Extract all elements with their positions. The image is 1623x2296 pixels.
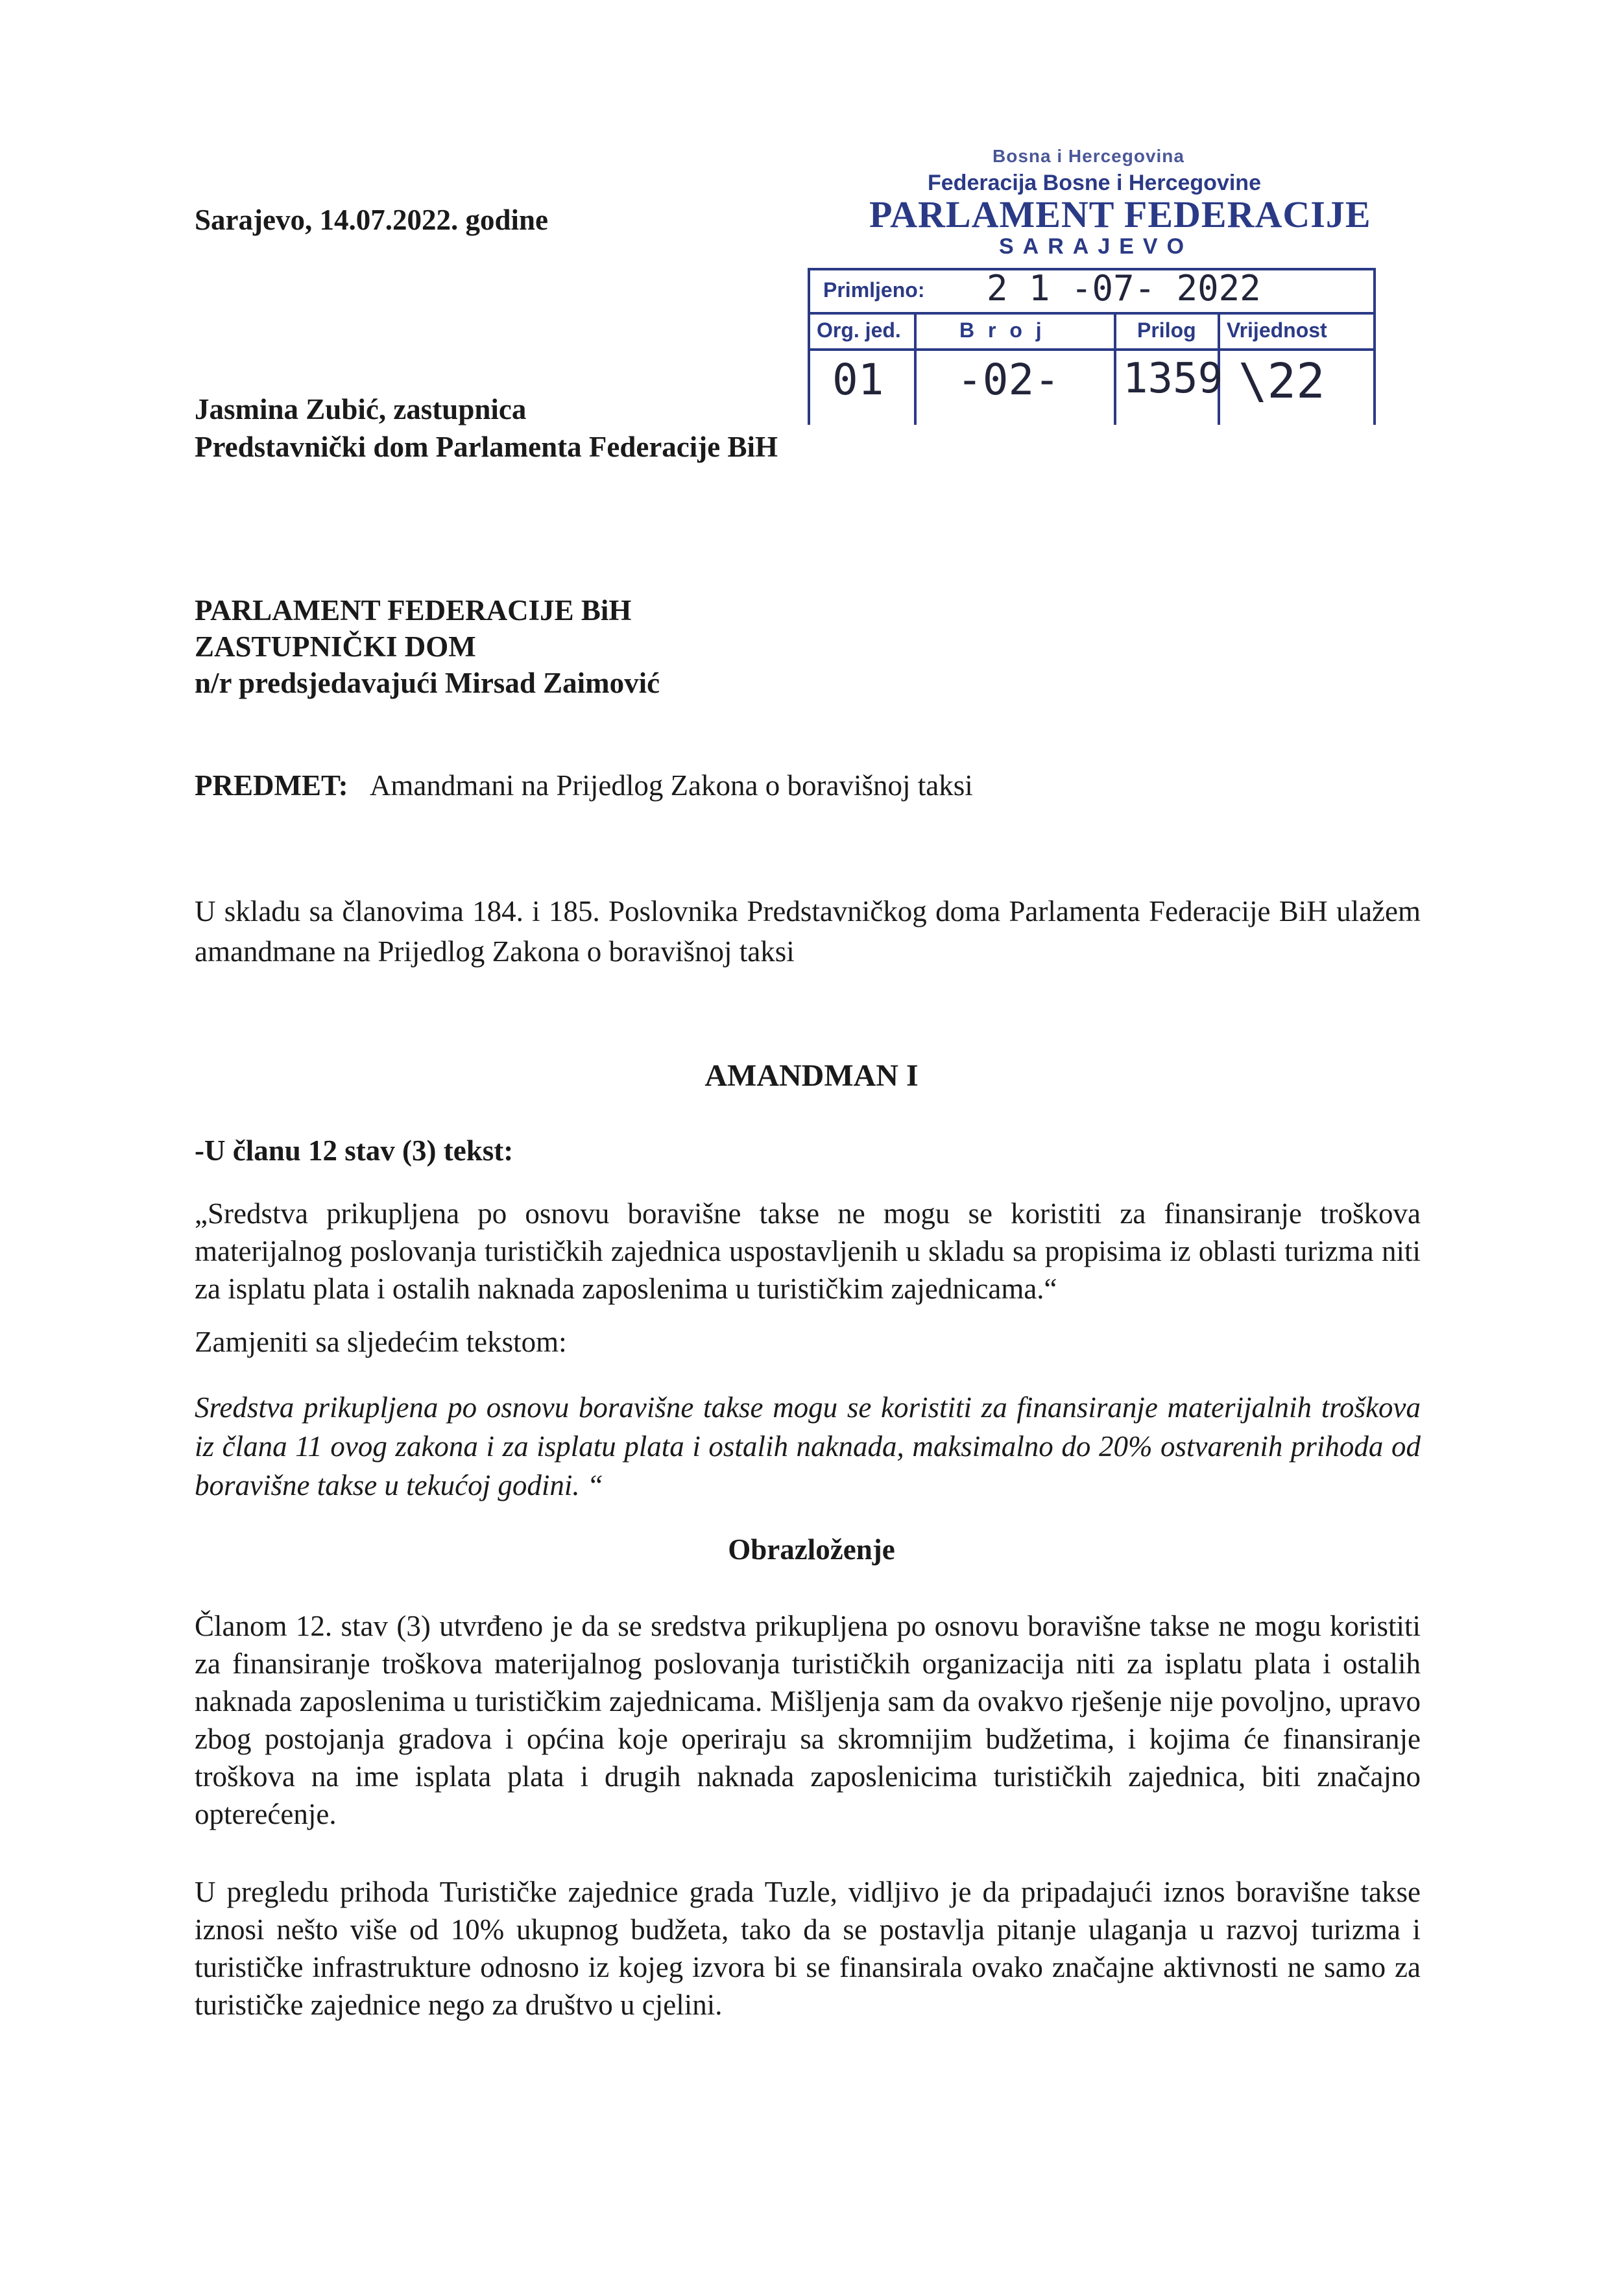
amendment-quote: „Sredstva prikupljena po osnovu boravišne takse ne mogu se koristiti za finansiranje troškova materijalnog poslovanja turističkih zajednica uspostavljenih u skladu sa propisima iz oblasti turizma niti za isplatu plata i ostalih naknada zaposlenima u turističkim zajednicama.“ [195,1197,1421,1305]
stamp-received-date: 2 1 -07- 2022 [987,268,1261,309]
stamp-registration-grid [808,268,1376,425]
intro-paragraph: U skladu sa članovima 184. i 185. Poslovnika Predstavničkog doma Parlamenta Federacije BiH ulažem amandmane na Prijedlog Zakona o boravišnoj taksi [195,895,1421,968]
amendment-title: AMANDMAN I [704,1058,919,1093]
stamp-parliament: PARLAMENT FEDERACIJE [869,193,1371,235]
stamp-divider [914,312,917,425]
amendment-replace: Zamjeniti sa sljedećim tekstom: [195,1326,567,1358]
stamp-vrijednost-value: \22 [1238,353,1325,409]
sender-name: Jasmina Zubić, zastupnica [195,393,527,425]
subject-text: Amandmani na Prijedlog Zakona o boravišnoj taksi [369,769,973,802]
stamp-divider [810,312,1373,315]
amendment-clause: -U članu 12 stav (3) tekst: [195,1134,514,1167]
registration-stamp [804,146,1382,431]
sender-org: Predstavnički dom Parlamenta Federacije BiH [195,431,778,463]
stamp-col-prilog: Prilog [1137,318,1196,342]
rationale-title: Obrazloženje [728,1533,895,1566]
recipient-line-2: ZASTUPNIČKI DOM [195,630,476,663]
recipient-line-3: n/r predsjedavajući Mirsad Zaimović [195,667,660,699]
stamp-city: SARAJEVO [999,234,1194,259]
rationale-paragraph-1: Članom 12. stav (3) utvrđeno je da se sredstva prikupljena po osnovu boravišne takse ne mogu koristiti za finansiranje troškova materijalnog poslovanja turističkih organizacija niti za isplatu plata i ostalih naknada zaposlenima u turističkim zajednicama. Mišljenja sam da ovakvo rješenje nije povoljno, upravo zbog postojanja gradova i općina koje operiraju sa skromnijim budžetima, i kojima će finansiranje troškova na ime isplata plata i drugih naknada zaposlenicima turističkih zajednica, biti značajno opterećenje. [195,1610,1421,1830]
stamp-divider [810,348,1373,351]
stamp-federation: Federacija Bosne i Hercegovine [928,171,1261,195]
place-date: Sarajevo, 14.07.2022. godine [195,204,548,236]
stamp-received-label: Primljeno: [823,278,925,302]
stamp-col-vrijednost: Vrijednost [1227,318,1327,342]
rationale-paragraph-2: U pregledu prihoda Turističke zajednice grada Tuzle, vidljivo je da pripadajući iznos boravišne takse iznosi nešto više od 10% ukupnog budžeta, tako da se postavlja pitanje ulaganja u razvoj turizma i turističke infrastrukture odnosno iz kojeg izvora bi se finansirala ovako značajne aktivnosti ne samo za turističke zajednice nego za društvo u cjelini. [195,1876,1421,2021]
stamp-divider [1114,312,1116,425]
stamp-col-org: Org. jed. [817,318,901,342]
subject-label: PREDMET: [195,769,348,802]
stamp-org-value: 01 [832,355,884,405]
stamp-broj-value: -02- [957,355,1060,405]
amendment-new-text: Sredstva prikupljena po osnovu boravišne takse mogu se koristiti za finansiranje materijalnih troškova iz člana 11 ovog zakona i za isplatu plata i ostalih naknada, maksimalno do 20% ostvarenih prihoda od boravišne takse u tekućoj godini. “ [195,1391,1421,1501]
recipient-line-1: PARLAMENT FEDERACIJE BiH [195,594,632,627]
stamp-country: Bosna i Hercegovina [992,146,1184,166]
subject-line [195,767,973,804]
stamp-col-broj: B r o j [959,318,1046,342]
stamp-prilog-value: 1359 [1123,355,1223,403]
